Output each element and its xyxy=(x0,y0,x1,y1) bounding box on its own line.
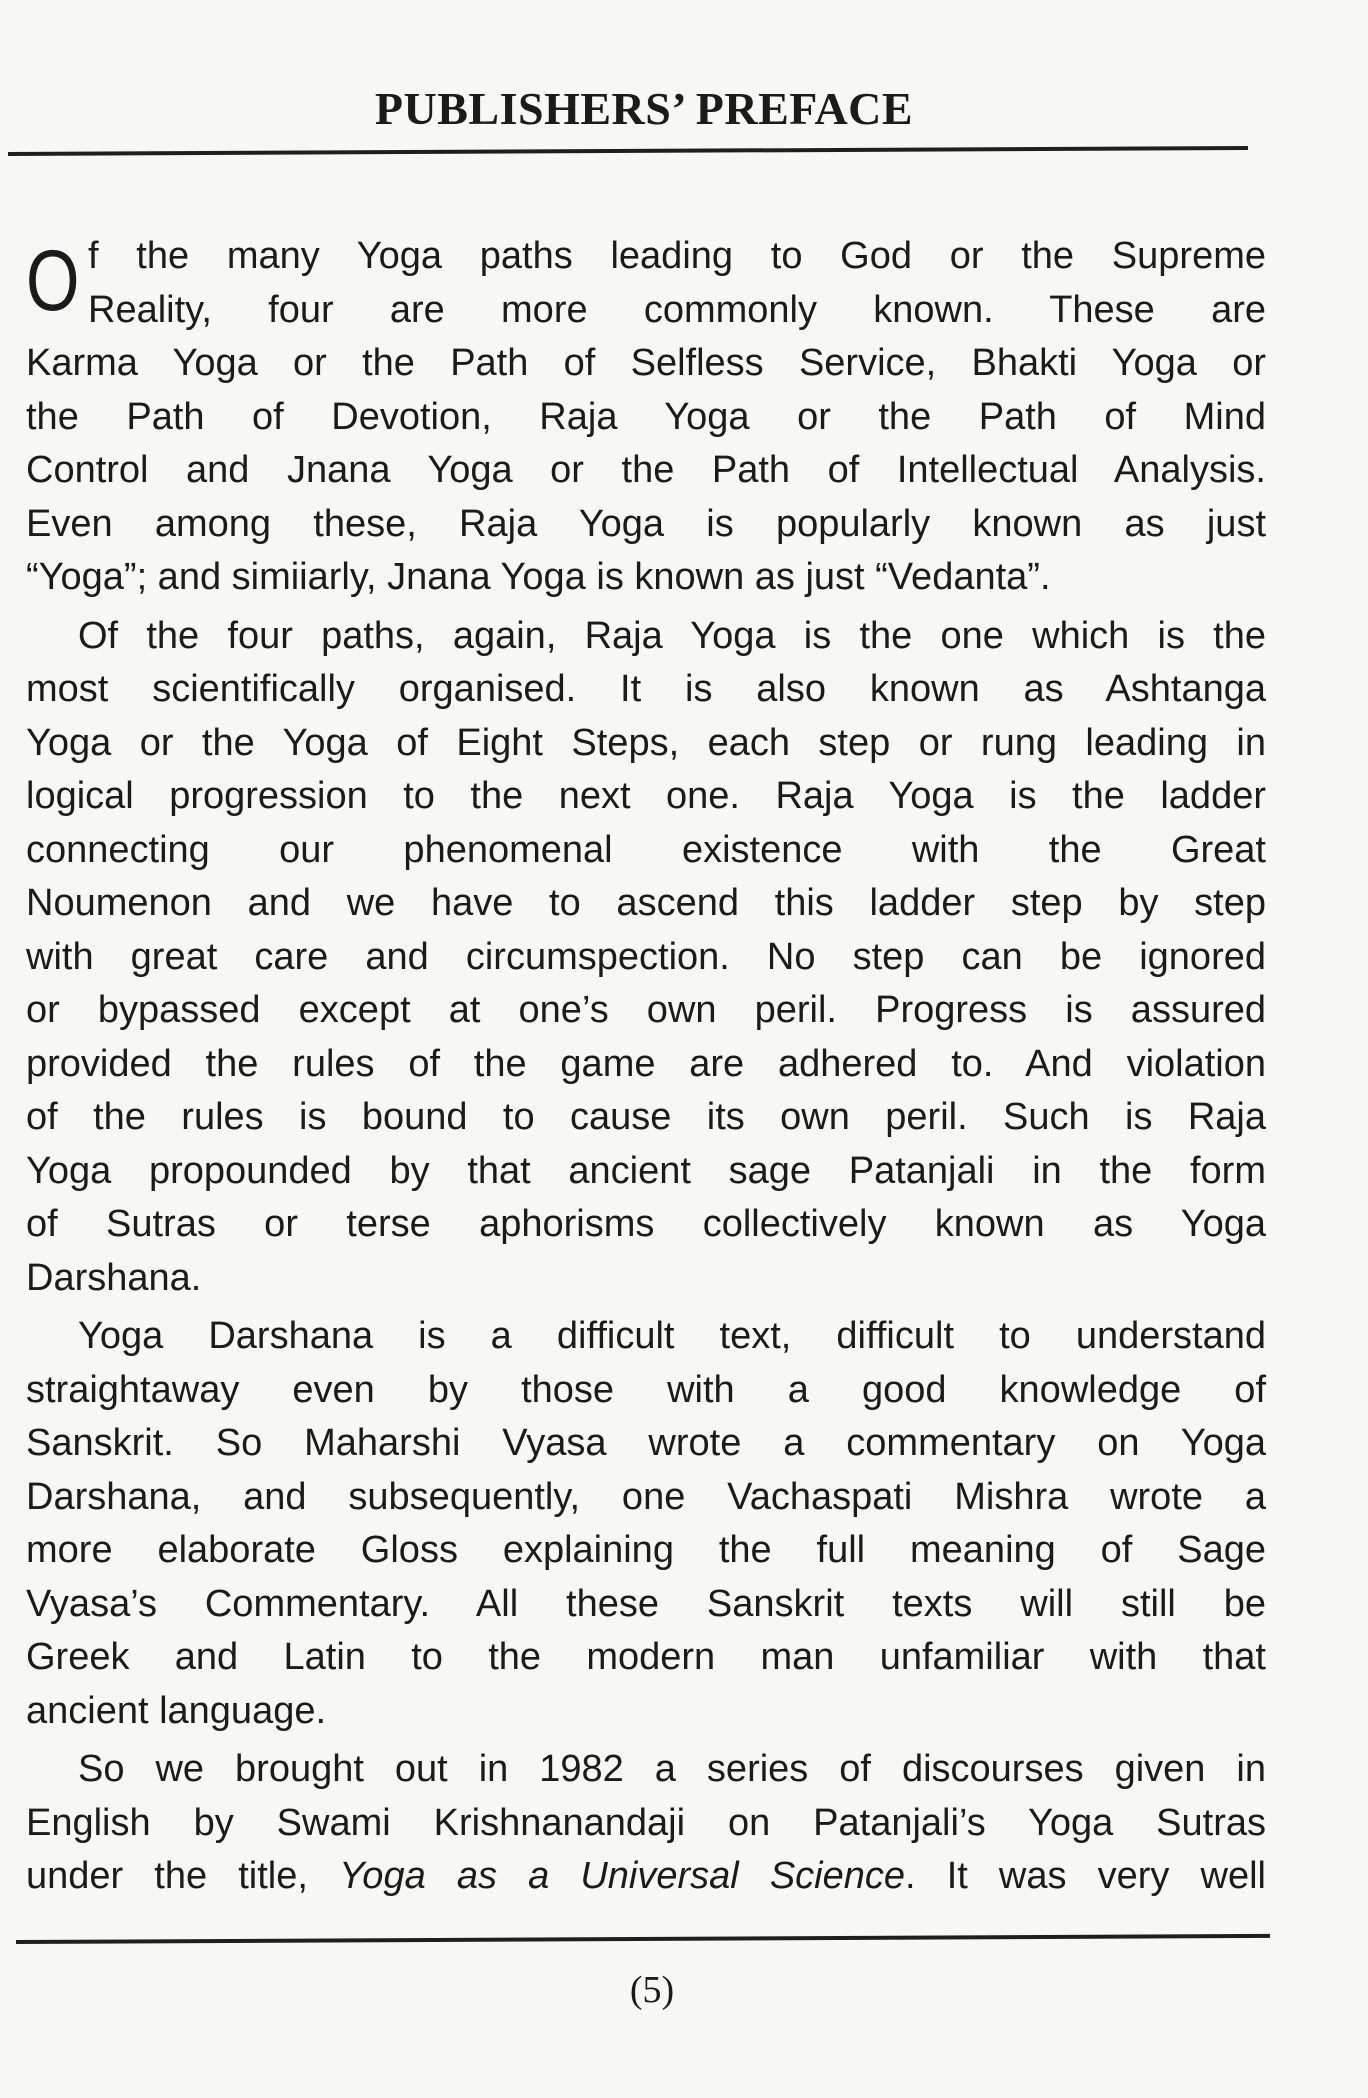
text-line: Yoga propounded by that ancient sage Patanjali in the form xyxy=(26,1149,1266,1192)
text-line: Even among these, Raja Yoga is popularly known as just xyxy=(26,502,1266,545)
page-title: PUBLISHERS’ PREFACE xyxy=(374,83,914,134)
paragraph-4 xyxy=(26,1743,1266,1904)
footer-divider xyxy=(16,1934,1270,1944)
text-line: Noumenon and we have to ascend this ladder step by step xyxy=(26,882,1266,924)
text-line: Vyasa’s Commentary. All these Sanskrit texts will still be xyxy=(26,1582,1266,1625)
text-line: “Yoga”; and simiiarly, Jnana Yoga is known as just “Vedanta”. xyxy=(26,556,1051,598)
text-line: Karma Yoga or the Path of Selfless Service, Bhakti Yoga or xyxy=(26,342,1266,384)
paragraph-2 xyxy=(26,610,1266,1306)
title-divider xyxy=(8,146,1248,156)
drop-cap: O xyxy=(26,233,80,329)
book-title-italic: Yoga as a Universal Science xyxy=(339,1855,906,1897)
text-line: Greek and Latin to the modern man unfamiliar with that xyxy=(26,1636,1266,1678)
text-line: Darshana. xyxy=(26,1256,202,1299)
text-line xyxy=(26,1850,1266,1904)
text-line: So we brought out in 1982 a series of discourses given in xyxy=(78,1748,1266,1790)
text-line: logical progression to the next one. Raja Yoga is the ladder xyxy=(26,775,1266,817)
line-text: . It was very well xyxy=(905,1855,1266,1897)
text-line: Control and Jnana Yoga or the Path of Intellectual Analysis. xyxy=(26,449,1266,491)
text-line: of Sutras or terse aphorisms collectively known as Yoga xyxy=(26,1203,1266,1245)
text-line: the Path of Devotion, Raja Yoga or the Path of Mind xyxy=(26,395,1266,438)
preface-body xyxy=(26,230,1266,1904)
paragraph-1 xyxy=(26,230,1266,605)
text-line: of the rules is bound to cause its own peril. Such is Raja xyxy=(26,1096,1266,1138)
text-line: more elaborate Gloss explaining the full meaning of Sage xyxy=(26,1529,1266,1571)
text-line: Darshana, and subsequently, one Vachaspati Mishra wrote a xyxy=(26,1475,1266,1518)
text-line: connecting our phenomenal existence with the Great xyxy=(26,828,1266,871)
text-line: with great care and circumspection. No step can be ignored xyxy=(26,935,1266,978)
text-line: Yoga or the Yoga of Eight Steps, each step or rung leading in xyxy=(26,721,1266,764)
line-text: under the title, xyxy=(26,1855,340,1897)
paragraph-3 xyxy=(26,1310,1266,1738)
text-line: Sanskrit. So Maharshi Vyasa wrote a commentary on Yoga xyxy=(26,1422,1266,1464)
page-number: (5) xyxy=(629,1969,675,2011)
text-line: straightaway even by those with a good knowledge of xyxy=(26,1368,1266,1411)
text-line: Yoga Darshana is a difficult text, difficult to understand xyxy=(78,1315,1266,1357)
text-line: most scientifically organised. It is also known as Ashtanga xyxy=(26,668,1266,710)
text-line: Reality, four are more commonly known. These are xyxy=(88,288,1266,331)
text-line: ancient language. xyxy=(26,1689,327,1732)
text-line: provided the rules of the game are adhered to. And violation xyxy=(26,1042,1266,1085)
text-line: English by Swami Krishnanandaji on Patanjali’s Yoga Sutras xyxy=(26,1801,1266,1844)
line-text: f the many Yoga paths leading to God or the Supreme xyxy=(88,235,1266,277)
text-line: or bypassed except at one’s own peril. Progress is assured xyxy=(26,989,1266,1031)
text-line: Of the four paths, again, Raja Yoga is the one which is the xyxy=(78,614,1266,657)
